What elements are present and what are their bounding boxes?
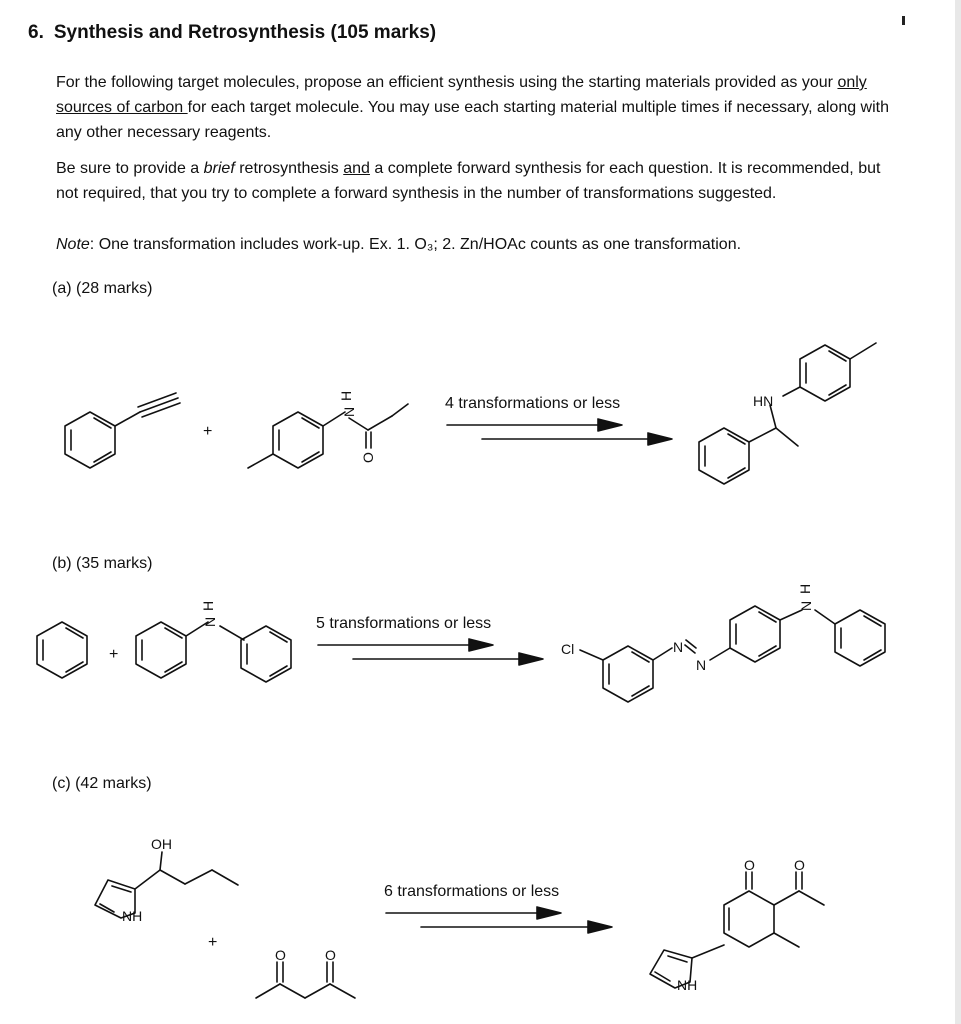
part-b-scheme <box>37 584 885 702</box>
benzene-ring <box>65 412 115 468</box>
product-a-hn-label: HN <box>753 393 774 409</box>
product-c-o2-label: O <box>794 857 805 873</box>
part-c-scheme <box>95 836 824 998</box>
instruction-text: for each target molecule. You may use each starting material multiple times if necessary, along with any other necessary reagents. <box>56 99 890 141</box>
part-c-product-structure <box>650 872 824 988</box>
instruction-text: For the following target molecules, propose an efficient synthesis using the starting materials provided as your <box>56 74 838 91</box>
instruction-text: a complete forward synthesis for each question. It is recommended, but not required, that you try to complete a forward synthesis in the number of transformations suggested. <box>56 160 881 202</box>
benzene-ring <box>37 622 87 678</box>
benzene-ring <box>730 606 780 662</box>
benzene-ring <box>603 646 653 702</box>
part-a-scheme <box>65 343 876 484</box>
benzene-ring <box>699 428 749 484</box>
product-c-o1-label: O <box>744 857 755 873</box>
amide-o-label: O <box>360 452 376 463</box>
benzene-ring <box>136 622 186 678</box>
benzene-ring <box>241 626 291 682</box>
azo-n1-label: N <box>673 639 684 655</box>
benzene-ring <box>835 610 885 666</box>
underlined-text: and <box>343 160 370 177</box>
part-a-arrow-text: 4 transformations or less <box>445 395 621 412</box>
benzene-ring <box>800 345 850 401</box>
part-b-arrow-text: 5 transformations or less <box>316 615 492 632</box>
part-c-reaction-arrow <box>386 907 612 933</box>
amide-h-label: H <box>338 390 354 401</box>
instruction-text: retrosynthesis <box>234 160 344 177</box>
amine-n-label: N <box>202 616 218 627</box>
part-a-reaction-arrow <box>447 419 672 445</box>
part-c-label: (c) (42 marks) <box>52 775 152 792</box>
plus-sign: + <box>203 423 213 440</box>
product-b-n-label: N <box>798 600 814 611</box>
part-c-arrow-text: 6 transformations or less <box>384 883 560 900</box>
part-b-label: (b) (35 marks) <box>52 555 153 572</box>
hydroxyl-label: OH <box>151 836 172 852</box>
amide-n-label: N <box>341 406 357 417</box>
instruction-text: Be sure to provide a <box>56 160 204 177</box>
part-b-reaction-arrow <box>318 639 543 665</box>
question-number: 6. <box>28 22 44 43</box>
note-text: : One transformation includes work-up. Ex. 1. O₃; 2. Zn/HOAc counts as one transformation. <box>89 236 742 253</box>
pyrrole-nh-label: NH <box>122 908 143 924</box>
product-c-nh-label: NH <box>677 977 698 993</box>
diketone-o2-label: O <box>325 947 336 963</box>
benzene-ring <box>273 412 323 468</box>
plus-sign: + <box>109 646 119 663</box>
bond <box>115 412 140 426</box>
underlined-text: only sources of carbon <box>56 74 867 116</box>
phenylacetylene-structure <box>65 393 180 468</box>
note-label: Note <box>56 236 90 253</box>
part-a-label: (a) (28 marks) <box>52 280 153 297</box>
italic-text: brief <box>203 160 235 177</box>
part-a-product-structure <box>699 343 876 484</box>
pentanedione-structure <box>256 962 355 998</box>
part-b-product-structure <box>580 606 885 702</box>
question-title: Synthesis and Retrosynthesis (105 marks) <box>53 22 437 43</box>
diketone-o1-label: O <box>275 947 286 963</box>
benzene-structure <box>37 622 87 678</box>
chloro-label: Cl <box>561 641 575 657</box>
amide-starting-material-structure <box>248 404 408 468</box>
azo-n2-label: N <box>696 657 707 673</box>
product-b-h-label: H <box>797 583 813 594</box>
pyrrole-alcohol-structure <box>95 852 238 918</box>
amine-h-label: H <box>200 600 216 611</box>
plus-sign: + <box>208 934 218 951</box>
benzylaniline-structure <box>136 622 291 682</box>
cyclohexenone-ring <box>724 891 774 947</box>
